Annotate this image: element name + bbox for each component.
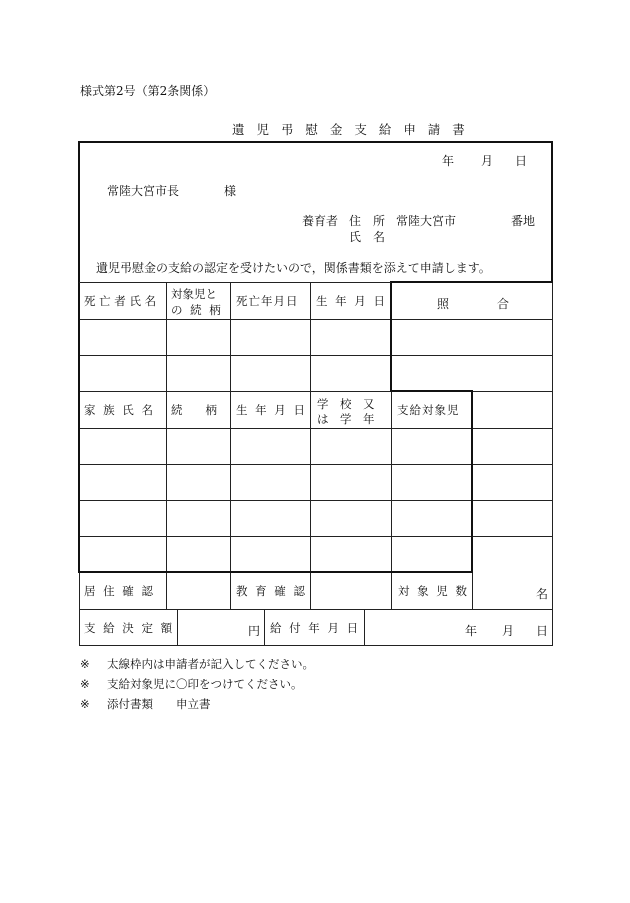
residence-check-label: [84, 573, 155, 609]
header-death-date-text: 死亡年月日: [236, 294, 299, 308]
header-relation: [171, 392, 217, 428]
table2-row[interactable]: [80, 465, 552, 500]
request-text: 遺児弔慰金の支給の認定を受けたいので，関係書類を添えて申請します。: [96, 261, 491, 275]
addressee-name: 常陸大宮市長: [107, 184, 180, 198]
pay-year: 年: [465, 624, 478, 638]
note-mark: ※: [80, 677, 90, 691]
header-deceased-name-text: 死 亡 者 氏 名: [84, 294, 157, 308]
header-relation-line2: の 続 柄: [171, 303, 223, 317]
address-value[interactable]: 常陸大宮市: [396, 214, 457, 228]
address-label: 住 所: [349, 214, 386, 228]
header-birth-date-1: [316, 283, 387, 319]
note-3: [80, 696, 210, 712]
header-check-1: 照: [437, 297, 450, 311]
addressee-honorific: 様: [224, 184, 237, 198]
header-check-2: 合: [497, 297, 510, 311]
table2-row[interactable]: [80, 429, 552, 464]
pay-day: 日: [536, 624, 549, 638]
table2-row[interactable]: [80, 537, 552, 572]
target-count-label: [398, 573, 469, 609]
name-label: 氏 名: [349, 230, 386, 244]
note-mark: ※: [80, 697, 90, 711]
form-title: 遺 児 弔 慰 金 支 給 申 請 書: [232, 122, 469, 137]
target-count-text: 対 象 児 数: [398, 584, 469, 598]
note-mark: ※: [80, 657, 90, 671]
header-target-child-text: 支給対象児: [397, 403, 460, 417]
decided-amount-text: 支 給 決 定 額: [84, 621, 175, 635]
header-family-name-text: 家 族 氏 名: [84, 403, 155, 417]
education-check-text: 教 育 確 認: [236, 584, 307, 598]
payment-date-label: [270, 610, 360, 646]
header-school-line1: 学 校 又: [317, 397, 375, 411]
decided-amount-label: [84, 610, 174, 646]
form-number: 様式第2号（第2条関係）: [80, 84, 216, 98]
residence-check-text: 居 住 確 認: [84, 584, 155, 598]
payment-date-text: 給 付 年 月 日: [270, 621, 361, 635]
date-day[interactable]: 日: [515, 154, 528, 168]
yen-unit: 円: [248, 624, 261, 638]
pay-month: 月: [502, 624, 515, 638]
note-1: [80, 656, 314, 672]
note-text: 支給対象児に〇印をつけてください。: [106, 677, 303, 691]
header-deceased-name: [84, 283, 161, 319]
note-text: 太線枠内は申請者が記入してください。: [106, 657, 314, 671]
education-check-label: [236, 573, 307, 609]
header-birth-date-2-text: 生 年 月 日: [236, 403, 307, 417]
header-birth-date-2: [236, 392, 307, 428]
header-school-line2: は 学 年: [317, 412, 375, 426]
header-relation-text: 続 柄: [171, 403, 217, 417]
note-text: 添付書類 申立書: [106, 697, 211, 711]
header-death-date: [236, 283, 299, 319]
target-count-unit: 名: [536, 587, 549, 601]
header-family-name: [84, 392, 155, 428]
banchi-label: 番地: [511, 214, 536, 228]
table1-row[interactable]: [80, 320, 552, 355]
date-year[interactable]: 年: [442, 154, 455, 168]
table2-row[interactable]: [80, 501, 552, 536]
table1-row[interactable]: [80, 356, 552, 391]
note-2: [80, 676, 302, 692]
date-month[interactable]: 月: [481, 154, 494, 168]
header-birth-date-1-text: 生 年 月 日: [316, 294, 387, 308]
guardian-label: 養育者: [302, 214, 339, 228]
header-target-child: [397, 392, 460, 428]
header-relation-line1: 対象児と: [171, 287, 217, 301]
